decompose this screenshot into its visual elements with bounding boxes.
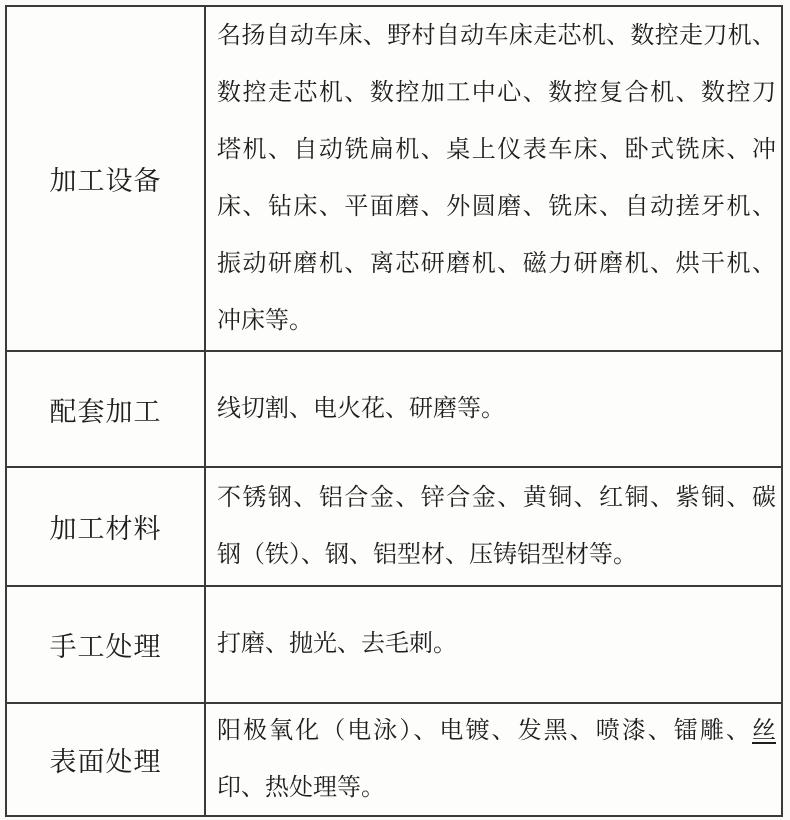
row-content bbox=[206, 587, 781, 702]
content-line bbox=[217, 616, 776, 673]
table-row bbox=[7, 702, 781, 815]
row-content bbox=[206, 704, 781, 815]
content-line bbox=[217, 470, 776, 527]
content-line-text: 线切割、电火花、研磨等。 bbox=[217, 395, 505, 422]
content-line bbox=[217, 236, 776, 293]
content-line-text: 床、钻床、平面磨、外圆磨、铣床、自动搓牙机、 bbox=[217, 193, 776, 220]
content-line-text: 振动研磨机、离芯研磨机、磁力研磨机、烘干机、 bbox=[217, 250, 776, 277]
row-label: 加工设备 bbox=[7, 7, 206, 350]
content-line-text: 名扬自动车床、野村自动车床走芯机、数控走刀机、 bbox=[217, 22, 776, 49]
content-line bbox=[217, 760, 776, 816]
content-line bbox=[217, 527, 776, 584]
content-line bbox=[217, 122, 776, 179]
table-row bbox=[7, 466, 781, 585]
content-line-text: 阳极氧化（电泳）、电镀、发黑、喷漆、镭雕、 bbox=[217, 717, 752, 744]
content-line-text: 打磨、抛光、去毛刺。 bbox=[217, 631, 457, 657]
row-label: 手工处理 bbox=[7, 587, 206, 702]
content-line-text: 印、热处理等。 bbox=[217, 774, 385, 801]
content-line-text: 数控走芯机、数控加工中心、数控复合机、数控刀 bbox=[217, 79, 776, 106]
row-label: 加工材料 bbox=[7, 468, 206, 585]
content-line bbox=[217, 381, 776, 438]
content-line bbox=[217, 704, 776, 760]
content-line-text: 冲床等。 bbox=[217, 307, 313, 334]
content-line bbox=[217, 179, 776, 236]
row-label: 配套加工 bbox=[7, 352, 206, 466]
underlined-text: 丝 bbox=[752, 717, 776, 744]
content-line bbox=[217, 293, 776, 350]
table-row bbox=[7, 7, 781, 350]
row-content bbox=[206, 468, 781, 585]
content-line-text: 钢（铁）、钢、铝型材、压铸铝型材等。 bbox=[217, 541, 637, 568]
table-row bbox=[7, 585, 781, 702]
row-content bbox=[206, 7, 781, 350]
content-line bbox=[217, 65, 776, 122]
content-line bbox=[217, 8, 776, 65]
content-line-text: 不锈钢、铝合金、锌合金、黄铜、红铜、紫铜、碳 bbox=[217, 484, 776, 511]
content-line-text: 塔机、自动铣扁机、桌上仪表车床、卧式铣床、冲 bbox=[217, 136, 776, 163]
row-content bbox=[206, 352, 781, 466]
table-row bbox=[7, 350, 781, 466]
row-label: 表面处理 bbox=[7, 704, 206, 815]
spec-table bbox=[5, 5, 783, 817]
